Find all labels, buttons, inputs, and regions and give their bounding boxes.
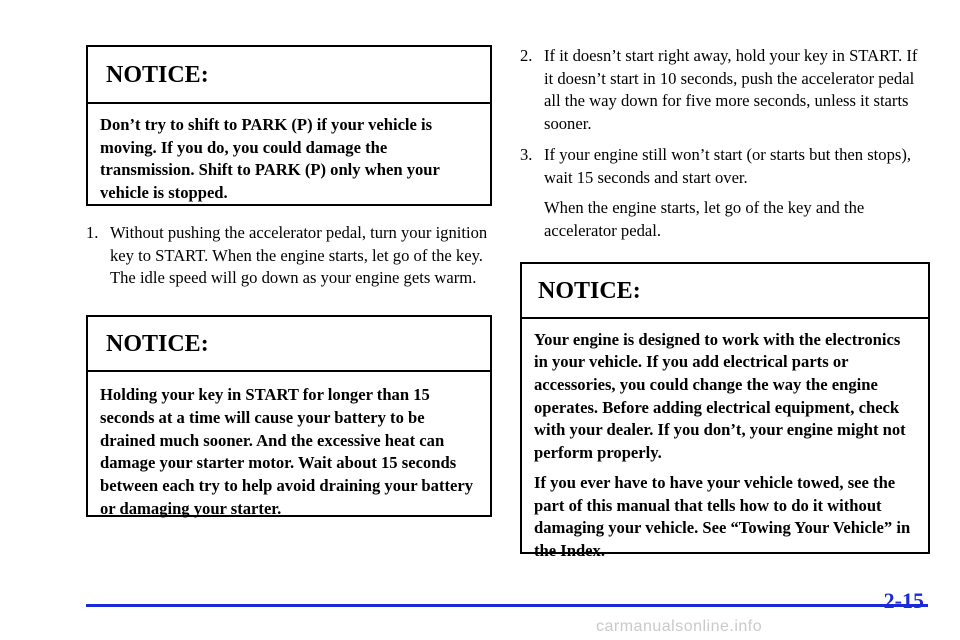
- notice-box-electronics: [520, 262, 930, 560]
- notice-body: [88, 372, 490, 532]
- left-column: [86, 45, 492, 517]
- watermark: carmanualsonline.info: [596, 618, 763, 635]
- notice-box-starter: [86, 315, 492, 517]
- step-3-follow-up: When the engine starts, let go of the key and the accelerator pedal.: [544, 198, 865, 240]
- step-1: [86, 222, 492, 290]
- notice-heading: NOTICE:: [522, 264, 928, 319]
- right-column: [520, 45, 930, 560]
- notice-box-park: [86, 45, 492, 206]
- notice-heading: NOTICE:: [88, 317, 490, 372]
- notice-text: If you ever have to have your vehicle towed, see the part of this manual that tells how to do it without damaging your vehicle. See “Towing Your Vehicle” in the Index.: [534, 472, 911, 560]
- step-text: Without pushing the accelerator pedal, turn your ignition key to START. When the engine starts, let go of the key. The idle speed will go down as your engine gets warm.: [110, 223, 488, 288]
- step-number: 2.: [520, 46, 533, 65]
- notice-body: [88, 104, 490, 217]
- step-text: If it doesn’t start right away, hold your key in START. If it doesn’t start in 10 seconds, push the accelerator pedal all the way down for five more seconds, unless it starts sooner.: [544, 46, 918, 134]
- notice-text: Your engine is designed to work with the electronics in your vehicle. If you add electrical parts or accessories, you could change the way the engine operates. Before adding electrical equipment, check with your dealer. If you don’t, your engine might not perform properly.: [534, 329, 906, 463]
- notice-heading: NOTICE:: [88, 47, 490, 104]
- notice-body: [522, 319, 928, 575]
- step-number: 3.: [520, 144, 533, 164]
- step-text: If your engine still won’t start (or starts but then stops), wait 15 seconds and start over.: [544, 144, 912, 187]
- notice-text: Don’t try to shift to PARK (P) if your vehicle is moving. If you do, you could damage the transmission. Shift to PARK (P) only when your vehicle is stopped.: [100, 115, 440, 203]
- step-3: [520, 144, 930, 189]
- notice-text: Holding your key in START for longer than 15 seconds at a time will cause your battery to be drained much sooner. And the excessive heat can damage your starter motor. Wait about 15 seconds between each try to help avoid draining your battery or damaging your starter.: [100, 385, 474, 518]
- step-number: 1.: [86, 223, 99, 242]
- step-2: [520, 45, 930, 136]
- footer-rule: [86, 604, 928, 607]
- page-number: 2-15: [883, 588, 924, 613]
